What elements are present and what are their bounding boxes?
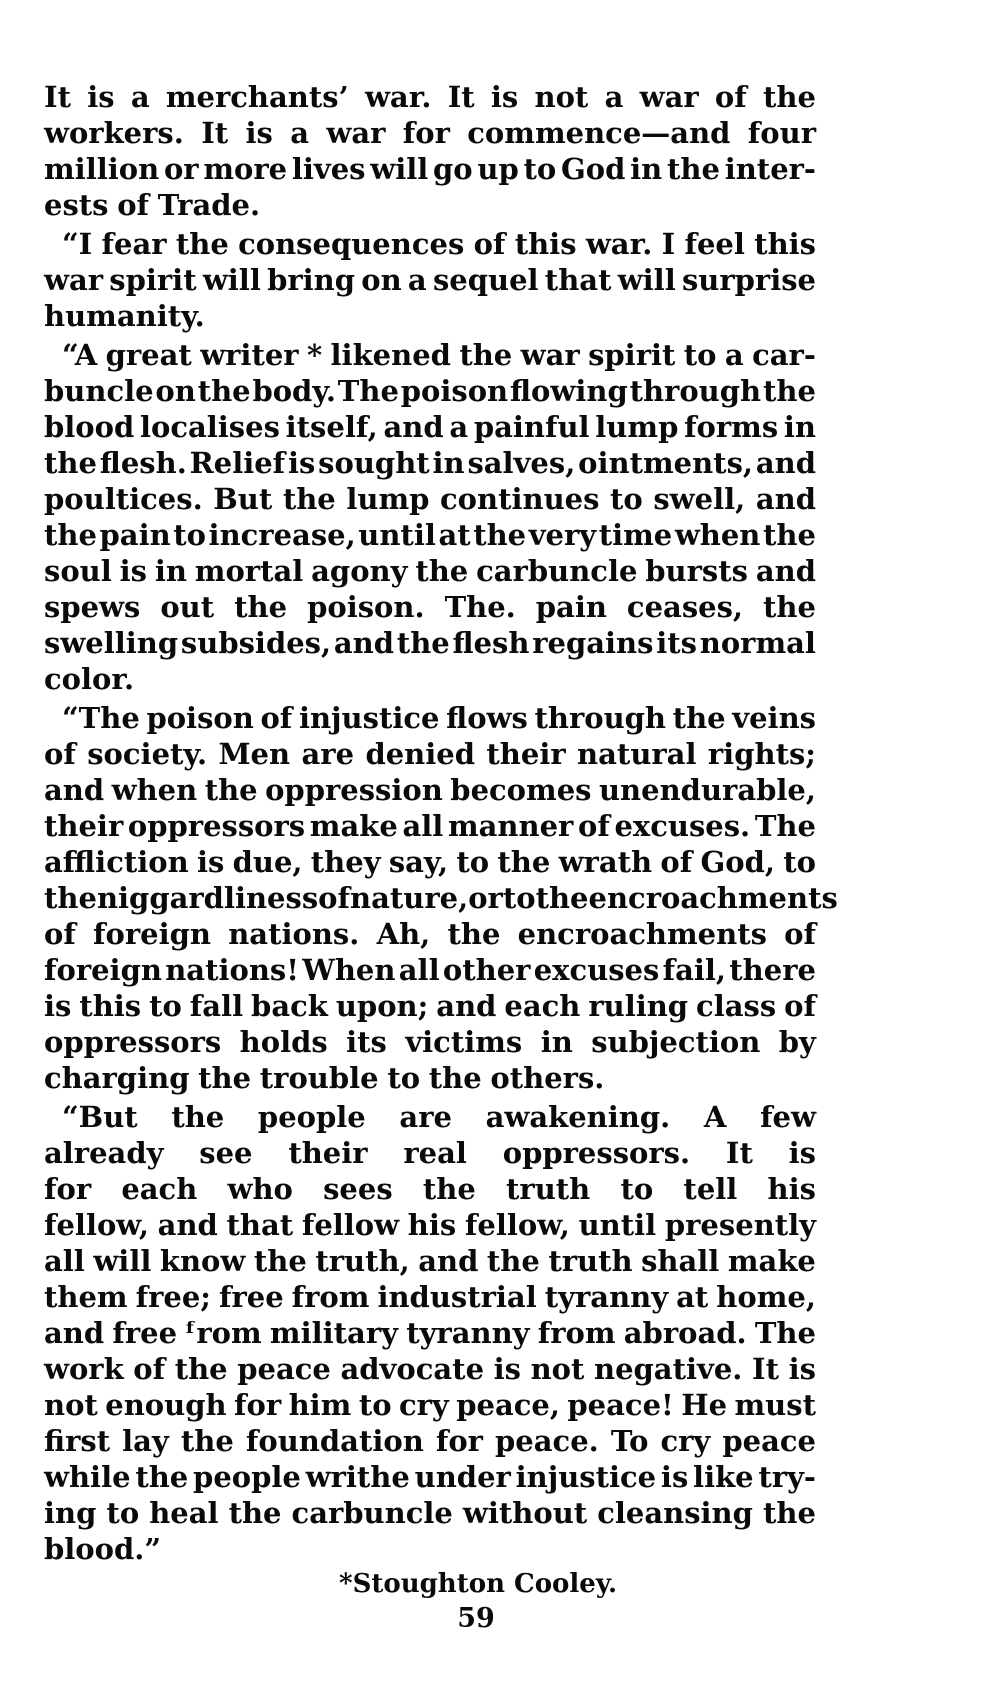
paragraph	[44, 226, 816, 334]
text-line: foreign nations! When all other excuses fail, there	[44, 953, 816, 987]
text-line: of society. Men are denied their natural rights;	[44, 737, 816, 771]
text-line: while the people writhe under injustice is like try-	[44, 1460, 816, 1494]
text-line: charging the trouble to the others.	[44, 1061, 605, 1095]
text-line: of foreign nations. Ah, the encroachments of	[44, 917, 816, 951]
text-line: work of the peace advocate is not negative. It is	[44, 1352, 816, 1386]
text-line: all will know the truth, and the truth shall make	[44, 1244, 816, 1278]
paragraph	[44, 79, 816, 223]
text-line: “I fear the consequences of this war. I feel this	[62, 227, 816, 261]
text-line: “But the people are awakening. A few	[62, 1100, 816, 1134]
text-line: them free; free from industrial tyranny at home,	[44, 1280, 816, 1314]
text-line: war spirit will bring on a sequel that will surprise	[44, 263, 816, 297]
text-line: and when the oppression becomes unendurable,	[44, 773, 816, 807]
text-line: buncle on the body. The poison flowing through the	[44, 374, 816, 408]
text-line: poultices. But the lump continues to swell, and	[44, 482, 816, 516]
text-line: blood localises itself, and a painful lump forms in	[44, 410, 816, 444]
text-line: the pain to increase, until at the very time when the	[44, 518, 816, 552]
text-line: million or more lives will go up to God in the inter-	[44, 152, 816, 186]
text-line: not enough for him to cry peace, peace! He must	[44, 1388, 816, 1422]
text-line: blood.”	[44, 1532, 162, 1566]
paragraph	[44, 337, 816, 697]
text-line: soul is in mortal agony the carbuncle bursts and	[44, 554, 816, 588]
text-line: ing to heal the carbuncle without cleansing the	[44, 1496, 816, 1530]
text-line: first lay the foundation for peace. To cry peace	[44, 1424, 816, 1458]
paragraph	[44, 700, 838, 1096]
text-line: the niggardliness of nature, or to the encroachments	[44, 881, 838, 915]
text-line: color.	[44, 662, 135, 696]
text-line: fellow, and that fellow his fellow, until presently	[44, 1208, 816, 1242]
text-line: is this to fall back upon; and each ruling class of	[44, 989, 816, 1023]
text-line: humanity.	[44, 299, 205, 333]
text-column	[44, 79, 838, 1567]
page-number: 59	[457, 1603, 495, 1634]
text-line: and free ᶠrom military tyranny from abroad. The	[44, 1316, 816, 1350]
text-line: already see their real oppressors. It is	[44, 1136, 816, 1170]
text-line: “The poison of injustice flows through the veins	[62, 701, 816, 735]
text-line: their oppressors make all manner of excuses. The	[44, 809, 816, 843]
footnote: *Stoughton Cooley.	[339, 1569, 617, 1599]
text-line: swelling subsides, and the flesh regains its normal	[44, 626, 816, 660]
text-line: spews out the poison. The. pain ceases, the	[44, 590, 816, 624]
text-line: ests of Trade.	[44, 188, 261, 222]
text-line: the flesh. Relief is sought in salves, ointments, and	[44, 446, 816, 480]
text-line: oppressors holds its victims in subjection by	[44, 1025, 816, 1059]
paragraph	[44, 1099, 816, 1567]
text-line: workers. It is a war for commence—and four	[44, 116, 816, 150]
text-line: affliction is due, they say, to the wrath of God, to	[44, 845, 816, 879]
text-line: “A great writer * likened the war spirit to a car-	[62, 338, 816, 372]
text-line: It is a merchants’ war. It is not a war of the	[44, 80, 816, 114]
text-line: for each who sees the truth to tell his	[44, 1172, 816, 1206]
